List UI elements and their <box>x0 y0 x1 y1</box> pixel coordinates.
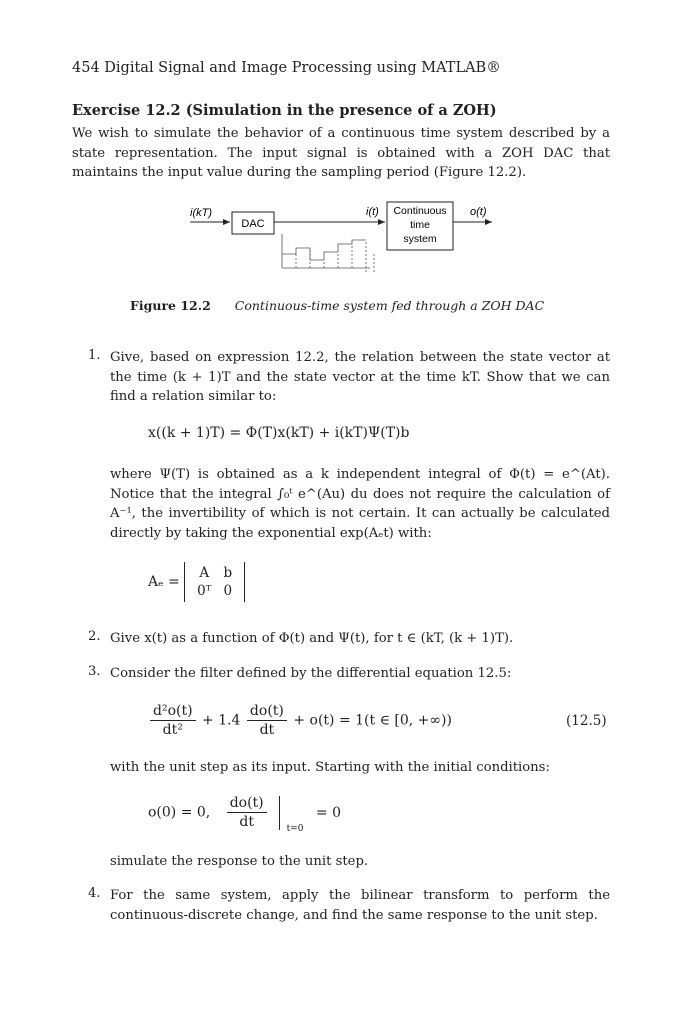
figure-zoh-dac-diagram <box>170 196 510 274</box>
system-label-line2: time <box>410 219 430 231</box>
fraction-ic <box>227 794 267 831</box>
matrix-ae <box>184 562 245 602</box>
initial-conditions <box>148 794 341 834</box>
differential-equation <box>148 702 452 739</box>
item-3-text-end: simulate the response to the unit step. <box>110 854 369 869</box>
fraction-second-derivative <box>150 702 196 739</box>
item-2-text: Give x(t) as a function of Φ(t) and Ψ(t), for t ∈ (kT, (k + 1)T). <box>110 631 514 646</box>
output-label: o(t) <box>470 206 487 218</box>
mid-label: i(t) <box>366 206 379 218</box>
ic-subscript: t=0 <box>286 823 304 834</box>
frac-denominator: dt <box>239 814 254 830</box>
caption-text: Continuous-time system fed through a ZOH DAC <box>234 298 545 313</box>
figure-caption <box>130 298 544 313</box>
matrix-cell: b <box>223 565 233 581</box>
system-label-line1: Continuous <box>393 205 447 217</box>
item-number: 2. <box>88 629 101 644</box>
item-number: 4. <box>88 886 101 901</box>
item-number: 3. <box>88 664 101 679</box>
eq-coefficient: + 1.4 <box>202 712 241 729</box>
matrix-equation <box>148 562 245 602</box>
item-4-text: For the same system, apply the bilinear transform to perform the continuous-discrete change, and find the same response to the unit step. <box>110 888 610 923</box>
exercise-intro: We wish to simulate the behavior of a continuous time system described by a state representation. The input signal is obtained with a ZOH DAC that maintains the input value during the sampling period (Figure 12.2). <box>72 126 610 180</box>
zoh-staircase-sketch <box>282 234 374 272</box>
page-header: 454 Digital Signal and Image Processing using MATLAB® <box>72 60 501 76</box>
item-1-text-after: where Ψ(T) is obtained as a k independent integral of Φ(t) = e^(At). Notice that the integral ∫₀ᵗ e^(Au) du does not require the calculation of A⁻¹, the invertibility of which is not certain. It can actually be calculated directly by taking the exponential exp(Aₑt) with: <box>110 467 610 541</box>
item-1-equation: x((k + 1)T) = Φ(T)x(kT) + i(kT)Ψ(T)b <box>148 425 410 441</box>
system-label-line3: system <box>403 233 437 245</box>
input-label: i(kT) <box>190 207 212 219</box>
item-3-text: Consider the filter defined by the differential equation 12.5: <box>110 666 512 681</box>
frac-numerator: do(t) <box>227 794 267 813</box>
item-number: 1. <box>88 348 101 363</box>
matrix-cell: A <box>199 565 210 581</box>
frac-numerator: d²o(t) <box>150 702 196 721</box>
frac-denominator: dt <box>259 722 275 738</box>
ic-first: o(0) = 0, <box>148 804 211 821</box>
item-1-text: Give, based on expression 12.2, the relation between the state vector at the time (k + 1)T and the state vector at the time kT. Show that we can find a relation similar to: <box>110 350 610 404</box>
matrix-cell: 0 <box>223 583 233 599</box>
frac-denominator: dt² <box>162 722 183 738</box>
ic-equals: = 0 <box>315 804 341 821</box>
frac-numerator: do(t) <box>247 702 287 721</box>
eq-rest: + o(t) = 1(t ∈ [0, +∞)) <box>293 712 452 729</box>
matrix-lhs: Aₑ = <box>148 574 180 590</box>
matrix-cell: 0ᵀ <box>197 583 212 599</box>
dac-label: DAC <box>241 218 265 230</box>
equation-tag: (12.5) <box>566 713 607 729</box>
caption-label: Figure 12.2 <box>130 298 211 313</box>
evaluation-bar <box>279 796 280 830</box>
fraction-first-derivative <box>247 702 287 739</box>
item-3-text-mid: with the unit step as its input. Starting with the initial conditions: <box>110 760 550 775</box>
exercise-title: Exercise 12.2 (Simulation in the presence of a ZOH) <box>72 102 497 119</box>
